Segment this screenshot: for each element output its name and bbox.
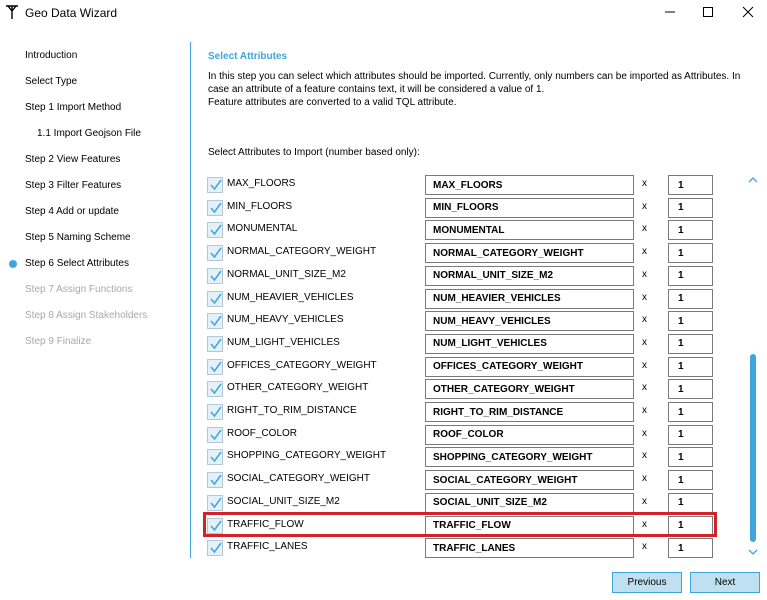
attribute-row bbox=[200, 219, 730, 241]
attribute-checkbox[interactable] bbox=[207, 268, 223, 284]
attribute-name: ROOF_COLOR bbox=[227, 427, 298, 439]
attribute-checkbox[interactable] bbox=[207, 359, 223, 375]
sidebar-item-label: Step 3 Filter Features bbox=[25, 180, 122, 191]
sidebar-item-label: Step 2 View Features bbox=[25, 154, 121, 165]
scrollbar-thumb[interactable] bbox=[750, 354, 756, 542]
sidebar-item-label: Step 8 Assign Stakeholders bbox=[25, 310, 148, 321]
attribute-name: NUM_LIGHT_VEHICLES bbox=[227, 336, 340, 348]
attribute-checkbox[interactable] bbox=[207, 313, 223, 329]
attribute-name: MAX_FLOORS bbox=[227, 178, 296, 189]
attribute-row bbox=[200, 446, 730, 468]
attribute-checkbox[interactable] bbox=[207, 472, 223, 488]
multiply-symbol: x bbox=[642, 200, 647, 212]
sidebar-item-view-features[interactable] bbox=[0, 150, 190, 170]
sidebar-divider bbox=[190, 42, 191, 558]
attribute-name: NORMAL_UNIT_SIZE_M2 bbox=[227, 268, 346, 280]
attribute-name: NUM_HEAVIER_VEHICLES bbox=[227, 291, 354, 303]
attribute-import-name-field[interactable] bbox=[425, 289, 634, 309]
sidebar-item-finalize bbox=[0, 332, 190, 352]
attribute-factor-field[interactable] bbox=[668, 311, 713, 331]
checkmark-icon bbox=[209, 360, 223, 374]
wizard-steps-sidebar bbox=[0, 40, 190, 560]
attribute-checkbox[interactable] bbox=[207, 540, 223, 556]
sidebar-item-label: Step 7 Assign Functions bbox=[25, 284, 133, 295]
multiply-symbol: x bbox=[642, 178, 647, 189]
attribute-name: SHOPPING_CATEGORY_WEIGHT bbox=[227, 450, 387, 462]
attribute-name: MONUMENTAL bbox=[227, 223, 298, 235]
sidebar-item-add-or-update[interactable] bbox=[0, 202, 190, 222]
checkmark-icon bbox=[209, 428, 223, 442]
attribute-checkbox[interactable] bbox=[207, 245, 223, 261]
multiply-symbol: x bbox=[642, 541, 647, 553]
attribute-import-name-field[interactable] bbox=[425, 447, 634, 467]
attribute-import-name-field[interactable] bbox=[425, 402, 634, 422]
attribute-row bbox=[200, 288, 730, 310]
attribute-row bbox=[200, 424, 730, 446]
sidebar-item-label: Introduction bbox=[25, 50, 78, 61]
attribute-checkbox[interactable] bbox=[207, 291, 223, 307]
sidebar-item-import-method[interactable] bbox=[0, 98, 190, 118]
attribute-row bbox=[200, 265, 730, 287]
attribute-factor-field[interactable] bbox=[668, 220, 713, 240]
attribute-factor-field[interactable] bbox=[668, 470, 713, 490]
intro-text bbox=[208, 70, 760, 109]
attribute-row bbox=[200, 492, 730, 514]
attributes-section-label: Select Attributes to Import (number based only): bbox=[208, 147, 420, 158]
attribute-checkbox[interactable] bbox=[207, 177, 223, 193]
attribute-row bbox=[200, 197, 730, 219]
minimize-icon bbox=[664, 6, 676, 21]
attribute-checkbox[interactable] bbox=[207, 404, 223, 420]
attribute-factor-field[interactable] bbox=[668, 425, 713, 445]
checkmark-icon bbox=[209, 178, 223, 192]
attribute-row bbox=[200, 242, 730, 264]
attribute-name: OFFICES_CATEGORY_WEIGHT bbox=[227, 359, 377, 371]
attribute-row bbox=[200, 356, 730, 378]
page-title: Select Attributes bbox=[208, 51, 288, 62]
attribute-checkbox[interactable] bbox=[207, 222, 223, 238]
multiply-symbol: x bbox=[642, 291, 647, 303]
checkmark-icon bbox=[209, 269, 223, 283]
checkmark-icon bbox=[209, 541, 223, 555]
attribute-factor-field[interactable] bbox=[668, 334, 713, 354]
maximize-button[interactable] bbox=[688, 0, 728, 26]
sidebar-item-naming-scheme[interactable] bbox=[0, 228, 190, 248]
app-logo-icon bbox=[4, 4, 20, 20]
scroll-down-button[interactable] bbox=[746, 546, 760, 558]
attribute-import-name-field[interactable] bbox=[425, 266, 634, 286]
multiply-symbol: x bbox=[642, 518, 647, 530]
intro-paragraph: In this step you can select which attributes should be imported. Currently, only numbers can be imported as Attributes. In case an attribute of a feature contains text, it will be considered a value of 1. bbox=[208, 71, 741, 95]
sidebar-item-assign-stakeholders bbox=[0, 306, 190, 326]
checkmark-icon bbox=[209, 292, 223, 306]
attribute-factor-field[interactable] bbox=[668, 243, 713, 263]
attribute-checkbox[interactable] bbox=[207, 449, 223, 465]
sidebar-item-introduction[interactable] bbox=[0, 46, 190, 66]
checkmark-icon bbox=[209, 314, 223, 328]
attribute-name: OTHER_CATEGORY_WEIGHT bbox=[227, 382, 369, 394]
attribute-row bbox=[200, 401, 730, 423]
attribute-factor-field[interactable] bbox=[668, 538, 713, 558]
sidebar-item-label: Step 4 Add or update bbox=[25, 206, 119, 217]
maximize-icon bbox=[702, 6, 714, 21]
sidebar-item-select-type[interactable] bbox=[0, 72, 190, 92]
checkmark-icon bbox=[209, 496, 223, 510]
attribute-row bbox=[200, 378, 730, 400]
attribute-factor-field[interactable] bbox=[668, 289, 713, 309]
minimize-button[interactable] bbox=[650, 0, 690, 26]
attribute-factor-field[interactable] bbox=[668, 266, 713, 286]
close-icon bbox=[742, 6, 754, 21]
attribute-row bbox=[200, 333, 730, 355]
attribute-name: NORMAL_CATEGORY_WEIGHT bbox=[227, 246, 377, 258]
multiply-symbol: x bbox=[642, 405, 647, 416]
attribute-name: TRAFFIC_FLOW bbox=[227, 518, 304, 530]
attribute-row bbox=[200, 174, 730, 196]
attribute-import-name-field[interactable] bbox=[425, 220, 634, 240]
multiply-symbol: x bbox=[642, 495, 647, 507]
multiply-symbol: x bbox=[642, 450, 647, 462]
attribute-import-name-field[interactable] bbox=[425, 493, 634, 513]
attribute-import-name-field[interactable] bbox=[425, 334, 634, 354]
multiply-symbol: x bbox=[642, 427, 647, 439]
next-button[interactable]: Next bbox=[690, 572, 760, 593]
checkmark-icon bbox=[209, 405, 223, 419]
sidebar-item-label: Step 1 Import Method bbox=[25, 102, 122, 113]
attribute-factor-field[interactable] bbox=[668, 493, 713, 513]
checkmark-icon bbox=[209, 201, 223, 215]
multiply-symbol: x bbox=[642, 314, 647, 326]
attribute-name: SOCIAL_UNIT_SIZE_M2 bbox=[227, 495, 340, 507]
sidebar-item-label: Select Type bbox=[25, 76, 78, 87]
sidebar-item-import-geojson[interactable] bbox=[0, 124, 190, 144]
sidebar-item-label: Step 5 Naming Scheme bbox=[25, 232, 131, 243]
sidebar-item-label: Step 6 Select Attributes bbox=[25, 258, 129, 269]
sidebar-item-label: Step 9 Finalize bbox=[25, 336, 92, 347]
checkmark-icon bbox=[209, 223, 223, 237]
attribute-checkbox[interactable] bbox=[207, 495, 223, 511]
scroll-up-icon bbox=[746, 174, 760, 186]
attribute-import-name-field[interactable] bbox=[425, 357, 634, 377]
multiply-symbol: x bbox=[642, 473, 647, 485]
attribute-name: RIGHT_TO_RIM_DISTANCE bbox=[227, 405, 357, 416]
attribute-import-name-field[interactable] bbox=[425, 470, 634, 490]
attribute-name: SOCIAL_CATEGORY_WEIGHT bbox=[227, 473, 370, 485]
sidebar-item-select-attributes[interactable] bbox=[0, 254, 190, 274]
attribute-factor-field[interactable] bbox=[668, 379, 713, 399]
sidebar-item-filter-features[interactable] bbox=[0, 176, 190, 196]
checkmark-icon bbox=[209, 337, 223, 351]
multiply-symbol: x bbox=[642, 223, 647, 235]
attribute-checkbox[interactable] bbox=[207, 381, 223, 397]
multiply-symbol: x bbox=[642, 382, 647, 394]
attribute-row bbox=[200, 469, 730, 491]
scroll-up-button[interactable] bbox=[746, 174, 760, 186]
multiply-symbol: x bbox=[642, 336, 647, 348]
sidebar-item-label: 1.1 Import Geojson File bbox=[37, 128, 141, 139]
scroll-down-icon bbox=[746, 546, 760, 558]
multiply-symbol: x bbox=[642, 359, 647, 371]
attribute-factor-field[interactable] bbox=[668, 357, 713, 377]
previous-button[interactable]: Previous bbox=[612, 572, 682, 593]
attribute-import-name-field[interactable] bbox=[425, 311, 634, 331]
close-button[interactable] bbox=[728, 0, 767, 26]
multiply-symbol: x bbox=[642, 268, 647, 280]
attribute-list bbox=[200, 174, 730, 560]
attribute-import-name-field[interactable] bbox=[425, 198, 634, 218]
attribute-checkbox[interactable] bbox=[207, 200, 223, 216]
multiply-symbol: x bbox=[642, 246, 647, 258]
attribute-name: MIN_FLOORS bbox=[227, 200, 293, 212]
attribute-factor-field[interactable] bbox=[668, 175, 713, 195]
sidebar-item-assign-functions bbox=[0, 280, 190, 300]
checkmark-icon bbox=[209, 450, 223, 464]
checkmark-icon bbox=[209, 246, 223, 260]
intro-paragraph: Feature attributes are converted to a valid TQL attribute. bbox=[208, 97, 457, 108]
attribute-factor-field[interactable] bbox=[668, 447, 713, 467]
attribute-import-name-field[interactable] bbox=[425, 175, 634, 195]
attribute-import-name-field[interactable] bbox=[425, 379, 634, 399]
attribute-factor-field[interactable] bbox=[668, 402, 713, 422]
attribute-checkbox[interactable] bbox=[207, 427, 223, 443]
title-bar bbox=[0, 0, 767, 26]
attribute-import-name-field[interactable] bbox=[425, 243, 634, 263]
attribute-name: TRAFFIC_LANES bbox=[227, 541, 308, 553]
attribute-checkbox[interactable] bbox=[207, 336, 223, 352]
window-title: Geo Data Wizard bbox=[25, 6, 118, 20]
attribute-import-name-field[interactable] bbox=[425, 538, 634, 558]
attribute-row bbox=[200, 310, 730, 332]
attribute-row bbox=[200, 537, 730, 559]
current-step-indicator bbox=[9, 260, 17, 268]
checkmark-icon bbox=[209, 382, 223, 396]
attribute-factor-field[interactable] bbox=[668, 198, 713, 218]
attribute-import-name-field[interactable] bbox=[425, 425, 634, 445]
row-highlight-annotation bbox=[203, 512, 717, 537]
checkmark-icon bbox=[209, 473, 223, 487]
attribute-name: NUM_HEAVY_VEHICLES bbox=[227, 314, 344, 326]
